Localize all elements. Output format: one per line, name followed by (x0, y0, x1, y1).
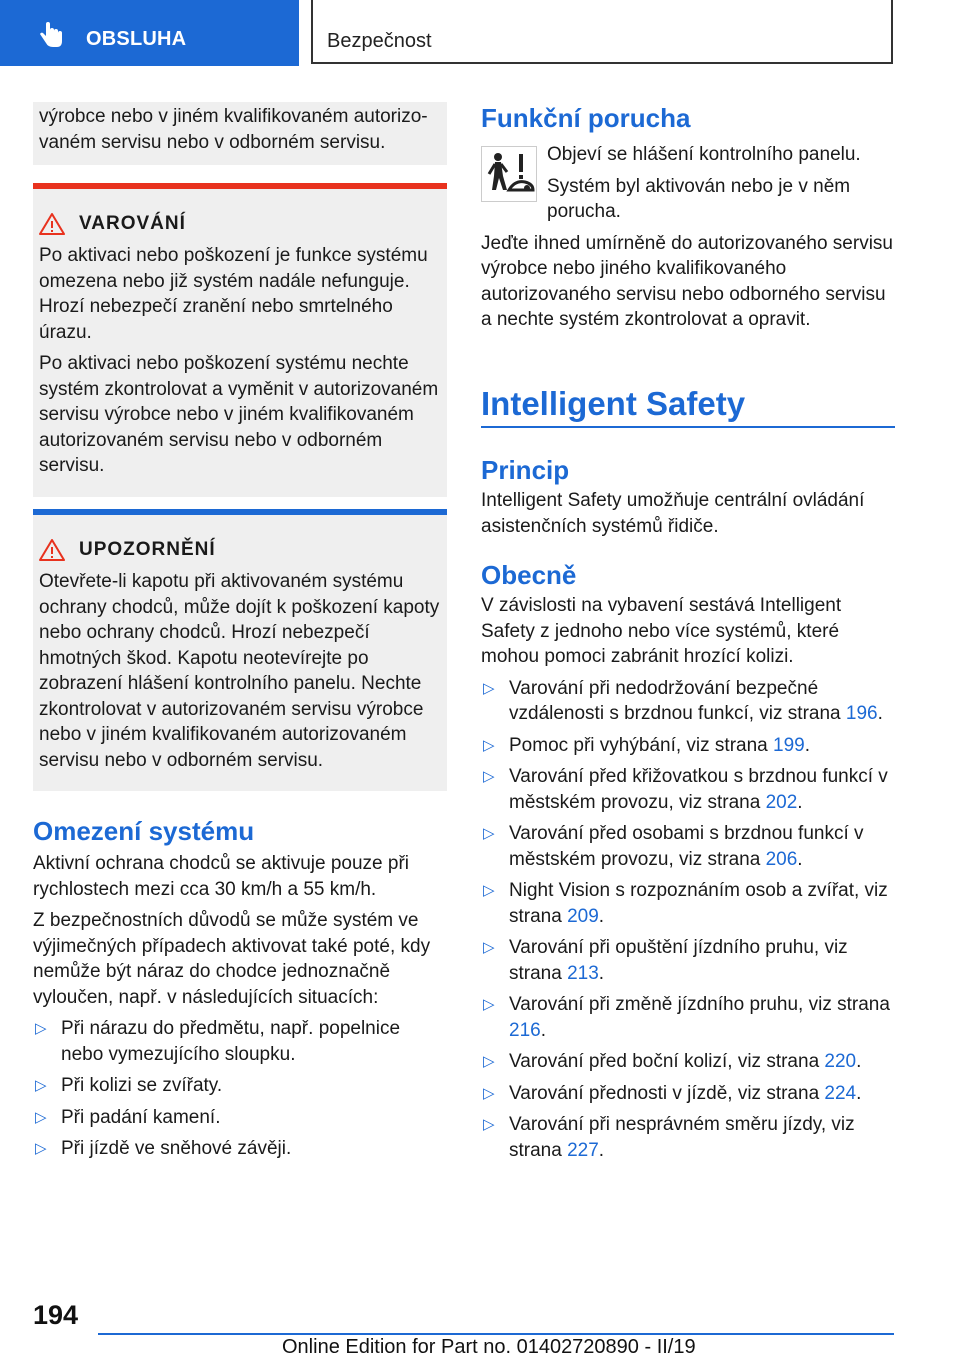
bullet-triangle-icon: ▷ (483, 1053, 495, 1070)
list-item: ▷ Při jízdě ve sněhové závěji. (33, 1136, 447, 1162)
page-number: 194 (33, 1300, 79, 1330)
principle-heading: Princip (481, 455, 570, 485)
continued-line-2: vaném servisu nebo v odborném servisu. (39, 131, 386, 153)
bullet-triangle-icon: ▷ (35, 1108, 47, 1126)
page-link[interactable]: 196 (845, 703, 878, 724)
list-item: ▷ Při kolizi se zvířaty. (33, 1073, 447, 1099)
list-item: ▷ Night Vision s rozpoznáním osob a zvířat, viz strana 209. (483, 880, 888, 927)
bullet-triangle-icon: ▷ (483, 679, 495, 697)
safety-systems-list (481, 676, 895, 1164)
edition-text: Online Edition for Part no. 01402720890 - II/19 (282, 1336, 696, 1358)
page-link[interactable]: 206 (765, 848, 798, 870)
warning-title: VAROVÁNÍ (79, 213, 186, 234)
page-link[interactable]: 224 (824, 1082, 857, 1104)
continued-box (33, 102, 447, 165)
bullet-triangle-icon: ▷ (35, 1140, 47, 1157)
page-link[interactable]: 213 (567, 962, 599, 984)
malfunction-icon-text: Objeví se hlášení kontrolního panelu. (547, 144, 861, 165)
limits-list (33, 1016, 447, 1162)
malfunction-section (481, 102, 895, 333)
list-item: ▷ Varování před boční kolizí, viz strana 220. (481, 1049, 895, 1075)
list-item: ▷ Varování při opuštění jízdního pruhu, viz strana 213. (483, 937, 848, 984)
page-link[interactable]: 202 (765, 791, 798, 813)
notice-paragraph: Otevřete-li kapotu při aktivovaném systému ochrany chodců, může dojít k poškození kapoty nebo ochrany chodců. Hrozí nebezpečí hmotných škod. Kapotu neotevírejte po zobrazení hlášení kontrolního panelu. Nechte zkontrolovat v autorizovaném servisu výrobce nebo v jiném kvalifikovaném autorizovaném servisu nebo v odborném servisu. (39, 571, 440, 771)
limits-paragraph: Z bezpečnostních důvodů se může systém ve výjimečných případech aktivovat také poté, kdy nemůže být náraz do chodce jednoznačně vyloučen, např. v následujících situacích: (33, 910, 431, 1008)
bullet-triangle-icon: ▷ (483, 1084, 495, 1102)
general-heading: Obecně (481, 560, 577, 590)
bullet-triangle-icon: ▷ (483, 768, 495, 785)
notice-box (33, 509, 447, 791)
general-text: V závislosti na vybavení sestává Intelligent Safety z jednoho nebo více systémů, které mohou pomoci zabránit hrozící kolizi. (481, 595, 842, 667)
intelligent-safety-section (481, 384, 895, 1163)
left-column (33, 102, 447, 165)
list-item: ▷ Varování při nesprávném směru jízdy, viz strana 227. (483, 1114, 855, 1161)
warning-box (33, 183, 447, 497)
warning-icon (39, 538, 65, 562)
warning-paragraph: Po aktivaci nebo poškození systému nechte systém zkontrolovat a vyměnit v autorizovaném servisu výrobce nebo v jiném kvalifikovaném autorizovaném servisu nebo v odborném servisu. (39, 353, 439, 476)
list-item: ▷ Varování při změně jízdního pruhu, viz strana 216. (483, 994, 890, 1041)
page-link[interactable]: 227 (567, 1139, 599, 1161)
notice-title: UPOZORNĚNÍ (79, 539, 216, 560)
section-tab[interactable] (0, 0, 299, 66)
bullet-triangle-icon: ▷ (483, 736, 495, 754)
limits-heading: Omezení systému (33, 816, 255, 846)
footer-rule (98, 1333, 894, 1335)
bullet-triangle-icon: ▷ (35, 1077, 47, 1094)
bullet-triangle-icon: ▷ (483, 882, 495, 899)
principle-text: Intelligent Safety umožňuje centrální ovládání asistenčních systémů řidiče. (481, 490, 865, 537)
list-item: ▷ Při nárazu do předmětu, např. popelnice nebo vymezujícího sloupku. (35, 1018, 401, 1065)
page-link[interactable]: 220 (824, 1051, 857, 1072)
page-link[interactable]: 216 (509, 1019, 541, 1041)
hand-icon (40, 22, 64, 48)
malfunction-heading: Funkční porucha (481, 103, 691, 133)
bullet-triangle-icon: ▷ (483, 996, 495, 1013)
bullet-triangle-icon: ▷ (483, 1116, 495, 1133)
list-item: ▷ Varování před osobami s brzdnou funkcí v městském provozu, viz strana 206. (483, 823, 864, 870)
limits-paragraph: Aktivní ochrana chodců se aktivuje pouze při rychlostech mezi cca 30 km/h a 55 km/h. (33, 853, 409, 900)
list-item: ▷ Při padání kamení. (33, 1105, 447, 1131)
page-link[interactable]: 199 (773, 734, 805, 756)
list-item: ▷ Varování před křižovatkou s brzdnou funkcí v městském provozu, viz strana 202. (483, 766, 888, 813)
bullet-triangle-icon: ▷ (35, 1020, 47, 1037)
bullet-triangle-icon: ▷ (483, 939, 495, 956)
bullet-triangle-icon: ▷ (483, 825, 495, 842)
malfunction-paragraph: Jeďte ihned umírněně do autorizovaného servisu výrobce nebo jiného kvalifikovaného autorizovaného servisu nebo odborného servisu a nechte systém zkontrolovat a opravit. (481, 232, 893, 330)
list-item: ▷ Varování přednosti v jízdě, viz strana 224. (481, 1081, 895, 1107)
malfunction-icon-text: Systém byl aktivován nebo je v něm porucha. (547, 175, 851, 222)
title-rule (481, 426, 895, 428)
list-item: ▷ Pomoc při vyhýbání, viz strana 199. (481, 733, 895, 759)
page-link[interactable]: 209 (567, 905, 599, 927)
chapter-label: Bezpečnost (327, 30, 432, 52)
section-label: OBSLUHA (86, 28, 187, 50)
continued-line-1: výrobce nebo v jiném kvalifikovaném autorizo- (39, 106, 428, 127)
pedestrian-protection-icon (481, 146, 537, 202)
list-item: ▷ Varování při nedodržování bezpečné vzdálenosti s brzdnou funkcí, viz strana 196. (483, 677, 883, 724)
limits-section (33, 815, 447, 1162)
warning-paragraph: Po aktivaci nebo poškození je funkce systému omezena nebo již systém nadále nefunguje. Hrozí nebezpečí zranění nebo smrtelného úrazu. (39, 245, 428, 343)
chapter-tab[interactable] (311, 0, 893, 64)
warning-icon (39, 212, 65, 236)
intelligent-safety-title: Intelligent Safety (481, 385, 746, 422)
